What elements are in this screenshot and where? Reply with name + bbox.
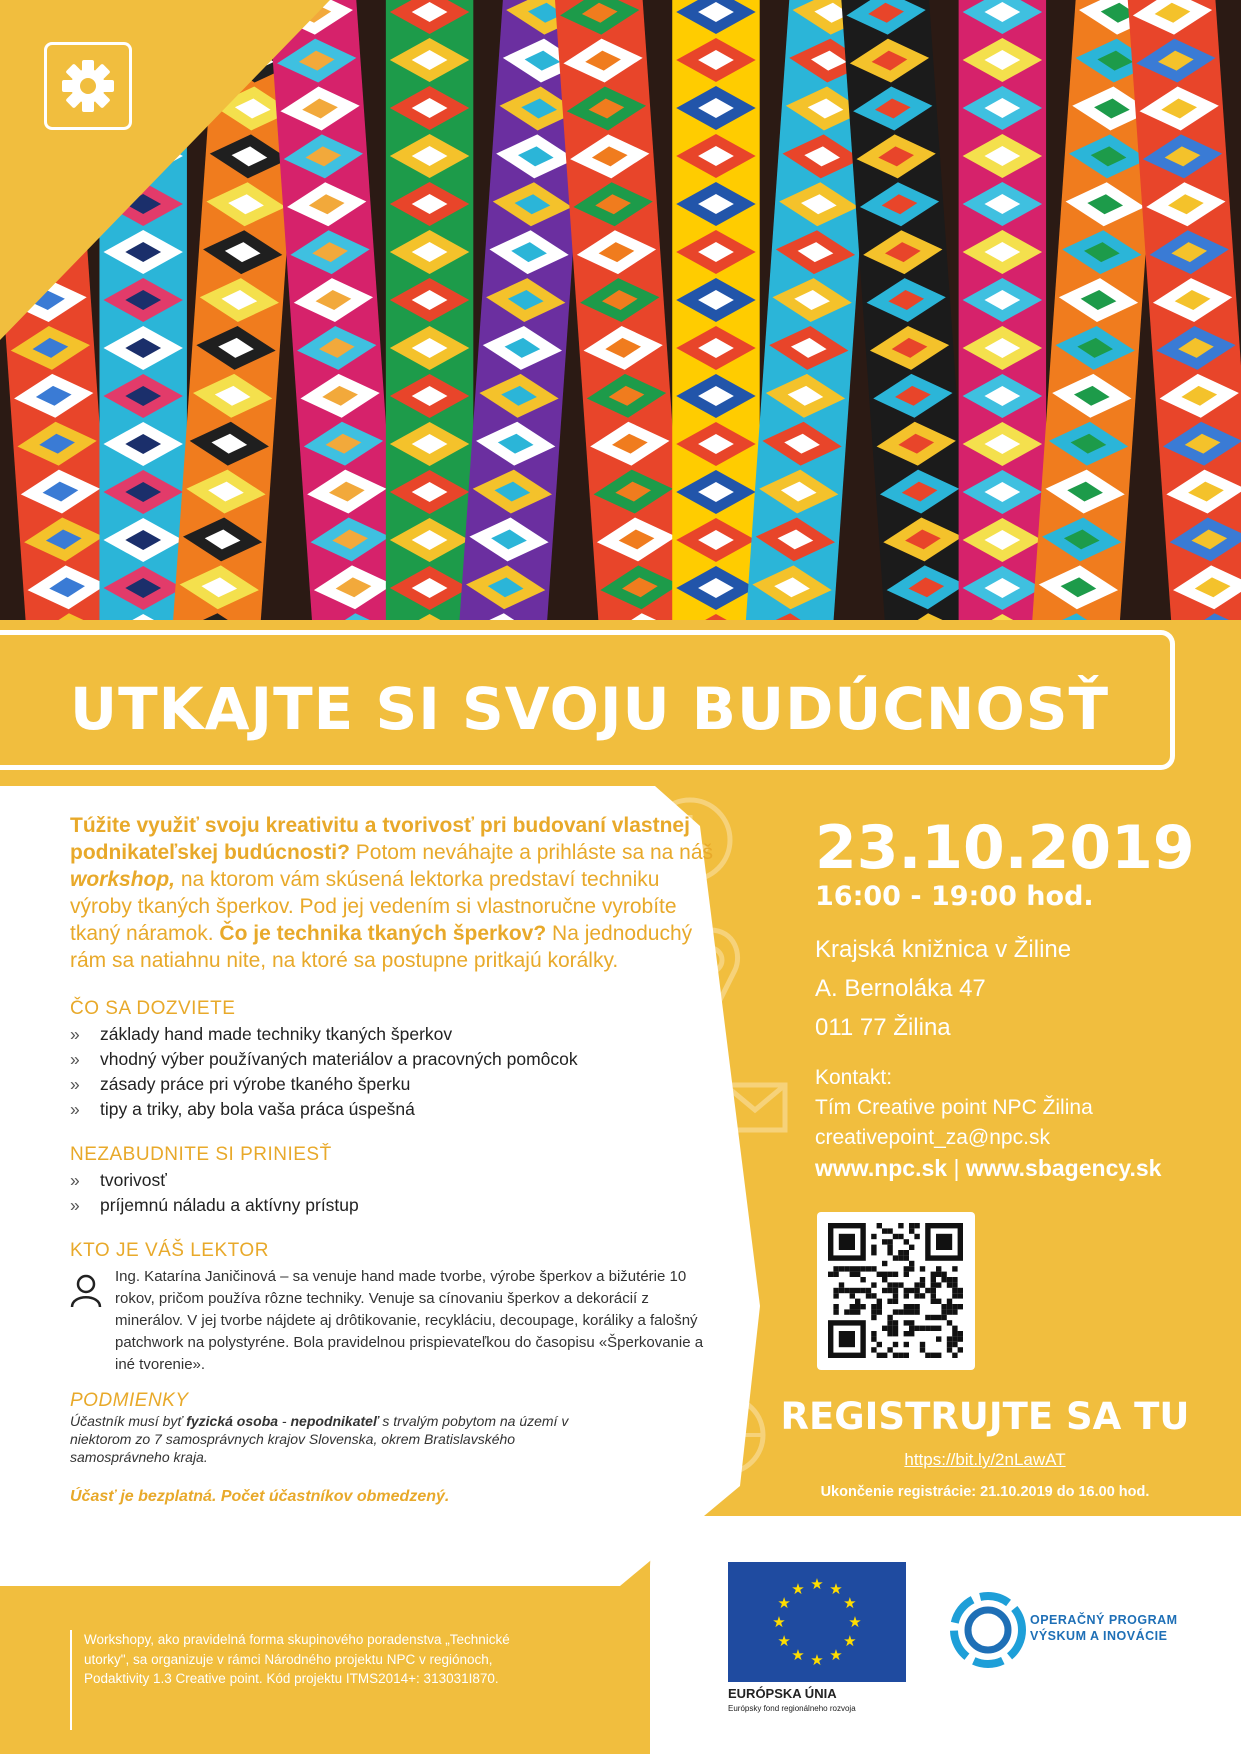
qr-module — [914, 1223, 919, 1228]
address-line: Krajská knižnica v Žiline — [815, 936, 1072, 963]
list-item: » vhodný výber používaných materiálov a pracovných pomôcok — [70, 1047, 720, 1072]
qr-module — [882, 1288, 887, 1293]
qr-module — [947, 1277, 952, 1282]
web-links — [815, 1153, 1215, 1183]
qr-module — [904, 1266, 909, 1271]
qr-module — [871, 1304, 876, 1309]
qr-module — [904, 1331, 909, 1336]
qr-module — [893, 1353, 898, 1358]
qr-module — [958, 1347, 963, 1352]
qr-module — [898, 1309, 903, 1314]
qr-module — [833, 1288, 838, 1293]
qr-module — [844, 1266, 849, 1271]
qr-module — [941, 1304, 946, 1309]
qr-module — [904, 1239, 909, 1244]
qr-module — [855, 1272, 860, 1277]
qr-module — [941, 1309, 946, 1314]
qr-module — [936, 1336, 941, 1341]
qr-module — [871, 1282, 876, 1287]
qr-module — [931, 1293, 936, 1298]
qr-module — [947, 1304, 952, 1309]
qr-module — [833, 1272, 838, 1277]
address-line: 011 77 Žilina — [815, 1014, 951, 1041]
qr-module — [850, 1266, 855, 1271]
intro-text — [70, 812, 720, 974]
qr-module — [909, 1309, 914, 1314]
qr-module — [860, 1266, 865, 1271]
qr-module — [931, 1272, 936, 1277]
bullet-marker: » — [70, 1170, 80, 1190]
qr-module — [887, 1299, 892, 1304]
qr-module — [877, 1353, 882, 1358]
qr-module — [936, 1299, 941, 1304]
qr-module — [871, 1336, 876, 1341]
qr-module — [898, 1282, 903, 1287]
qr-module — [947, 1282, 952, 1287]
eu-sublabel: Európsky fond regionálneho rozvoja — [728, 1704, 856, 1713]
contact-label: Kontakt: — [815, 1066, 893, 1089]
qr-module — [833, 1304, 838, 1309]
qr-module — [952, 1309, 957, 1314]
contact-email[interactable]: creativepoint_za@npc.sk — [815, 1126, 1050, 1149]
qr-module — [866, 1293, 871, 1298]
left-content — [70, 812, 720, 1506]
intro-text-c: Na jednoduchý rám sa natiahnu nite, na ktoré sa postupne pritkajú korálky. — [70, 922, 693, 972]
qr-module — [877, 1304, 882, 1309]
web-link-npc[interactable]: www.npc.sk — [815, 1155, 948, 1181]
qr-module — [904, 1272, 909, 1277]
qr-module — [904, 1342, 909, 1347]
qr-module — [887, 1282, 892, 1287]
qr-module — [904, 1309, 909, 1314]
qr-module — [887, 1245, 892, 1250]
qr-module — [850, 1288, 855, 1293]
qr-module — [920, 1293, 925, 1298]
qr-module — [904, 1304, 909, 1309]
qr-module — [909, 1228, 914, 1233]
qr-module — [860, 1288, 865, 1293]
bullet-marker: » — [70, 1049, 80, 1069]
qr-module — [931, 1326, 936, 1331]
qr-module — [925, 1315, 930, 1320]
qr-module — [904, 1320, 909, 1325]
qr-module — [887, 1228, 892, 1233]
qr-module — [887, 1326, 892, 1331]
intro-question-2: Čo je technika tkaných šperkov? — [219, 922, 547, 945]
qr-module — [914, 1288, 919, 1293]
qr-module — [909, 1223, 914, 1228]
qr-module — [833, 1293, 838, 1298]
eu-star: ★ — [843, 1632, 857, 1650]
qr-module — [882, 1353, 887, 1358]
qr-module — [898, 1255, 903, 1260]
eu-star: ★ — [810, 1651, 824, 1669]
eu-star: ★ — [772, 1613, 786, 1631]
qr-module — [833, 1309, 838, 1314]
eu-label: EURÓPSKA ÚNIA — [728, 1686, 837, 1701]
qr-module — [898, 1234, 903, 1239]
op-line: OPERAČNÝ PROGRAM — [1030, 1613, 1178, 1627]
qr-module — [952, 1293, 957, 1298]
qr-module — [936, 1326, 941, 1331]
qr-module — [850, 1304, 855, 1309]
qr-finder — [839, 1234, 855, 1250]
qr-module — [936, 1272, 941, 1277]
qr-module — [898, 1250, 903, 1255]
intro-text-a: Potom neváhajte a prihláste sa na náš — [349, 841, 714, 864]
qr-module — [839, 1288, 844, 1293]
lector-heading: KTO JE VÁŠ LEKTOR — [70, 1240, 269, 1261]
qr-module — [958, 1331, 963, 1336]
qr-module — [887, 1272, 892, 1277]
list-item: » príjemnú náladu a aktívny prístup — [70, 1193, 720, 1218]
qr-module — [855, 1266, 860, 1271]
qr-module — [871, 1331, 876, 1336]
qr-module — [909, 1320, 914, 1325]
qr-module — [958, 1304, 963, 1309]
bring-list — [70, 1168, 720, 1218]
list-item: » tipy a triky, aby bola vaša práca úspešná — [70, 1097, 720, 1122]
qr-module — [952, 1353, 957, 1358]
qr-module — [839, 1266, 844, 1271]
qr-module — [904, 1250, 909, 1255]
qr-module — [920, 1282, 925, 1287]
qr-module — [936, 1266, 941, 1271]
qr-module — [866, 1266, 871, 1271]
qr-module — [887, 1331, 892, 1336]
qr-module — [920, 1342, 925, 1347]
qr-module — [860, 1304, 865, 1309]
free-entry-note: Účasť je bezplatná. Počet účastníkov obmedzený. — [70, 1488, 450, 1505]
qr-module — [925, 1288, 930, 1293]
contact-block — [815, 1063, 1215, 1183]
footer-note: Workshopy, ako pravidelná forma skupinového poradenstva „Technické utorky", sa organizuje v rámci Národného projektu NPC v regiónoch, Podaktivity 1.3 Creative point. Kód projektu ITMS2014+: 313031I870. — [84, 1632, 510, 1686]
contact-team: Tím Creative point NPC Žilina — [815, 1096, 1093, 1119]
qr-finder — [936, 1234, 952, 1250]
qr-module — [893, 1326, 898, 1331]
qr-module — [893, 1309, 898, 1314]
qr-module — [947, 1299, 952, 1304]
qr-module — [893, 1293, 898, 1298]
lector-bio — [115, 1266, 720, 1376]
qr-module — [931, 1299, 936, 1304]
qr-module — [871, 1309, 876, 1314]
qr-module — [871, 1315, 876, 1320]
qr-module — [941, 1277, 946, 1282]
qr-module — [887, 1320, 892, 1325]
person-icon — [70, 1274, 102, 1308]
learn-heading: ČO SA DOZVIETE — [70, 998, 236, 1019]
qr-module — [828, 1272, 833, 1277]
registration-deadline: Ukončenie registrácie: 21.10.2019 do 16.00 hod. — [820, 1484, 1150, 1500]
list-item: » základy hand made techniky tkaných šperkov — [70, 1022, 720, 1047]
bullet-marker: » — [70, 1195, 80, 1215]
qr-module — [855, 1299, 860, 1304]
lector-text: – sa venuje hand made tvorbe, výrobe šperkov a bižutérie 10 rokov, pričom používa rôzne techniky. Venuje sa cínovaniu šperkov a dekorácií z minerálov. V jej tvorbe nájdete aj drôtikovanie, recykláciu, decoupage, koráliky a falošný patchwork na polystyréne. Bola pravidelnou prispievateľkou do časopisu «Šperkovanie a iné tvorenie». — [115, 1268, 704, 1373]
list-item: » tvorivosť — [70, 1168, 720, 1193]
qr-module — [887, 1250, 892, 1255]
qr-module — [909, 1266, 914, 1271]
bring-heading: NEZABUDNITE SI PRINIESŤ — [70, 1144, 332, 1165]
qr-module — [898, 1223, 903, 1228]
qr-module — [920, 1347, 925, 1352]
qr-module — [909, 1261, 914, 1266]
eu-star: ★ — [791, 1580, 805, 1599]
qr-module — [850, 1293, 855, 1298]
registration-title: REGISTRUJTE SA TU — [780, 1395, 1190, 1438]
qr-module — [893, 1234, 898, 1239]
event-time: 16:00 - 19:00 hod. — [815, 881, 1094, 912]
qr-module — [958, 1293, 963, 1298]
qr-module — [860, 1277, 865, 1282]
event-date: 23.10.2019 — [815, 813, 1195, 883]
qr-module — [952, 1331, 957, 1336]
footer-divider — [70, 1630, 72, 1730]
gear-icon — [44, 42, 132, 130]
qr-module — [952, 1326, 957, 1331]
qr-module — [931, 1288, 936, 1293]
intro-workshop: workshop, — [70, 868, 176, 891]
eu-star: ★ — [829, 1580, 843, 1599]
qr-module — [952, 1336, 957, 1341]
qr-module — [952, 1288, 957, 1293]
qr-module — [882, 1272, 887, 1277]
qr-module — [909, 1288, 914, 1293]
qr-module — [850, 1272, 855, 1277]
qr-module — [887, 1347, 892, 1352]
qr-module — [893, 1255, 898, 1260]
title-banner — [0, 630, 1175, 770]
qr-module — [893, 1272, 898, 1277]
qr-module — [904, 1293, 909, 1298]
qr-module — [844, 1288, 849, 1293]
qr-module — [882, 1239, 887, 1244]
eu-flag — [728, 1562, 906, 1682]
bracelet-strip — [386, 0, 473, 620]
registration-block — [755, 1395, 1215, 1500]
qr-module — [833, 1266, 838, 1271]
web-separator: | — [953, 1155, 960, 1181]
qr-module — [882, 1261, 887, 1266]
lector-block — [70, 1266, 720, 1376]
qr-module — [866, 1288, 871, 1293]
eu-star: ★ — [848, 1613, 862, 1631]
qr-module — [877, 1223, 882, 1228]
qr-module — [958, 1336, 963, 1341]
intro-text-b: na ktorom vám skúsená lektorka predstaví techniku výroby tkaných šperkov. Pod jej vedením si vlastnoručne vyrobíte tkaný náramok. — [70, 868, 677, 945]
eu-star: ★ — [777, 1594, 791, 1612]
qr-module — [914, 1282, 919, 1287]
qr-module — [871, 1266, 876, 1271]
intro-question: Túžite využiť svoju kreativitu a tvorivosť pri budovaní vlastnej podnikateľskej budúcnosti? — [70, 814, 690, 864]
qr-code-pattern — [817, 1212, 975, 1370]
bracelet-strip — [554, 0, 689, 620]
qr-module — [936, 1282, 941, 1287]
lector-name: Ing. Katarína Janičinová — [115, 1268, 276, 1285]
qr-module — [839, 1282, 844, 1287]
qr-module — [904, 1288, 909, 1293]
qr-module — [882, 1277, 887, 1282]
qr-module — [936, 1315, 941, 1320]
op-text — [1030, 1612, 1178, 1644]
qr-module — [952, 1304, 957, 1309]
qr-module — [877, 1299, 882, 1304]
eu-star: ★ — [791, 1645, 805, 1664]
qr-module — [893, 1320, 898, 1325]
eu-star: ★ — [810, 1575, 824, 1593]
qr-module — [941, 1272, 946, 1277]
qr-module — [947, 1320, 952, 1325]
learn-list — [70, 1022, 720, 1122]
conditions-text: Účastník musí byť fyzická osoba - nepodnikateľ s trvalým pobytom na území v niektorom zo 7 samosprávnych krajov Slovenska, okrem Bratislavského samosprávneho kraja. — [70, 1413, 569, 1465]
qr-module — [877, 1272, 882, 1277]
conditions-heading: PODMIENKY — [70, 1390, 189, 1411]
qr-module — [871, 1234, 876, 1239]
bullet-marker: » — [70, 1074, 80, 1094]
qr-module — [925, 1326, 930, 1331]
qr-module — [855, 1309, 860, 1314]
qr-module — [914, 1326, 919, 1331]
qr-module — [931, 1282, 936, 1287]
qr-module — [914, 1234, 919, 1239]
qr-module — [909, 1304, 914, 1309]
qr-module — [909, 1331, 914, 1336]
qr-module — [952, 1266, 957, 1271]
bracelet-strip — [840, 0, 975, 620]
qr-module — [904, 1353, 909, 1358]
event-address — [815, 930, 1215, 1047]
qr-module — [855, 1304, 860, 1309]
qr-module — [887, 1239, 892, 1244]
qr-module — [947, 1342, 952, 1347]
qr-finder — [839, 1331, 855, 1347]
list-item: » zásady práce pri výrobe tkaného šperku — [70, 1072, 720, 1097]
qr-module — [947, 1336, 952, 1341]
bracelet-strip — [959, 0, 1046, 620]
eu-stars — [728, 1562, 906, 1682]
qr-module — [887, 1288, 892, 1293]
bullet-marker: » — [70, 1099, 80, 1119]
op-logo — [948, 1590, 1028, 1670]
qr-module — [882, 1326, 887, 1331]
web-link-sbagency[interactable]: www.sbagency.sk — [965, 1155, 1162, 1181]
qr-module — [909, 1326, 914, 1331]
eu-star: ★ — [829, 1645, 843, 1664]
qr-module — [947, 1309, 952, 1314]
qr-module — [898, 1353, 903, 1358]
op-line: VÝSKUM A INOVÁCIE — [1030, 1629, 1168, 1643]
qr-module — [893, 1299, 898, 1304]
qr-module — [914, 1309, 919, 1314]
qr-code[interactable] — [817, 1212, 975, 1370]
qr-module — [952, 1342, 957, 1347]
page-title: UTKAJTE SI SVOJU BUDÚCNOSŤ — [70, 675, 1110, 743]
event-details — [815, 815, 1215, 1183]
qr-module — [893, 1282, 898, 1287]
qr-module — [936, 1353, 941, 1358]
qr-module — [952, 1282, 957, 1287]
qr-module — [844, 1309, 849, 1314]
qr-module — [904, 1255, 909, 1260]
qr-module — [871, 1347, 876, 1352]
eu-star: ★ — [843, 1594, 857, 1612]
qr-module — [947, 1347, 952, 1352]
qr-module — [958, 1288, 963, 1293]
qr-module — [850, 1309, 855, 1314]
qr-module — [893, 1342, 898, 1347]
bullet-marker: » — [70, 1024, 80, 1044]
qr-module — [893, 1288, 898, 1293]
qr-module — [893, 1331, 898, 1336]
qr-module — [871, 1245, 876, 1250]
qr-module — [914, 1304, 919, 1309]
qr-module — [920, 1266, 925, 1271]
qr-module — [909, 1245, 914, 1250]
qr-module — [920, 1277, 925, 1282]
registration-link[interactable]: https://bit.ly/2nLawAT — [904, 1450, 1066, 1469]
qr-module — [925, 1353, 930, 1358]
eu-star: ★ — [777, 1632, 791, 1650]
bracelet-strip — [672, 0, 759, 620]
qr-module — [931, 1277, 936, 1282]
qr-module — [871, 1293, 876, 1298]
qr-module — [877, 1342, 882, 1347]
qr-module — [882, 1228, 887, 1233]
qr-module — [877, 1309, 882, 1314]
qr-module — [931, 1353, 936, 1358]
qr-module — [914, 1293, 919, 1298]
bracelet-strip — [1127, 0, 1241, 620]
address-line: A. Bernoláka 47 — [815, 975, 986, 1002]
qr-module — [920, 1326, 925, 1331]
qr-module — [871, 1250, 876, 1255]
qr-module — [941, 1315, 946, 1320]
qr-module — [855, 1288, 860, 1293]
qr-module — [931, 1315, 936, 1320]
qr-module — [952, 1277, 957, 1282]
qr-module — [887, 1315, 892, 1320]
